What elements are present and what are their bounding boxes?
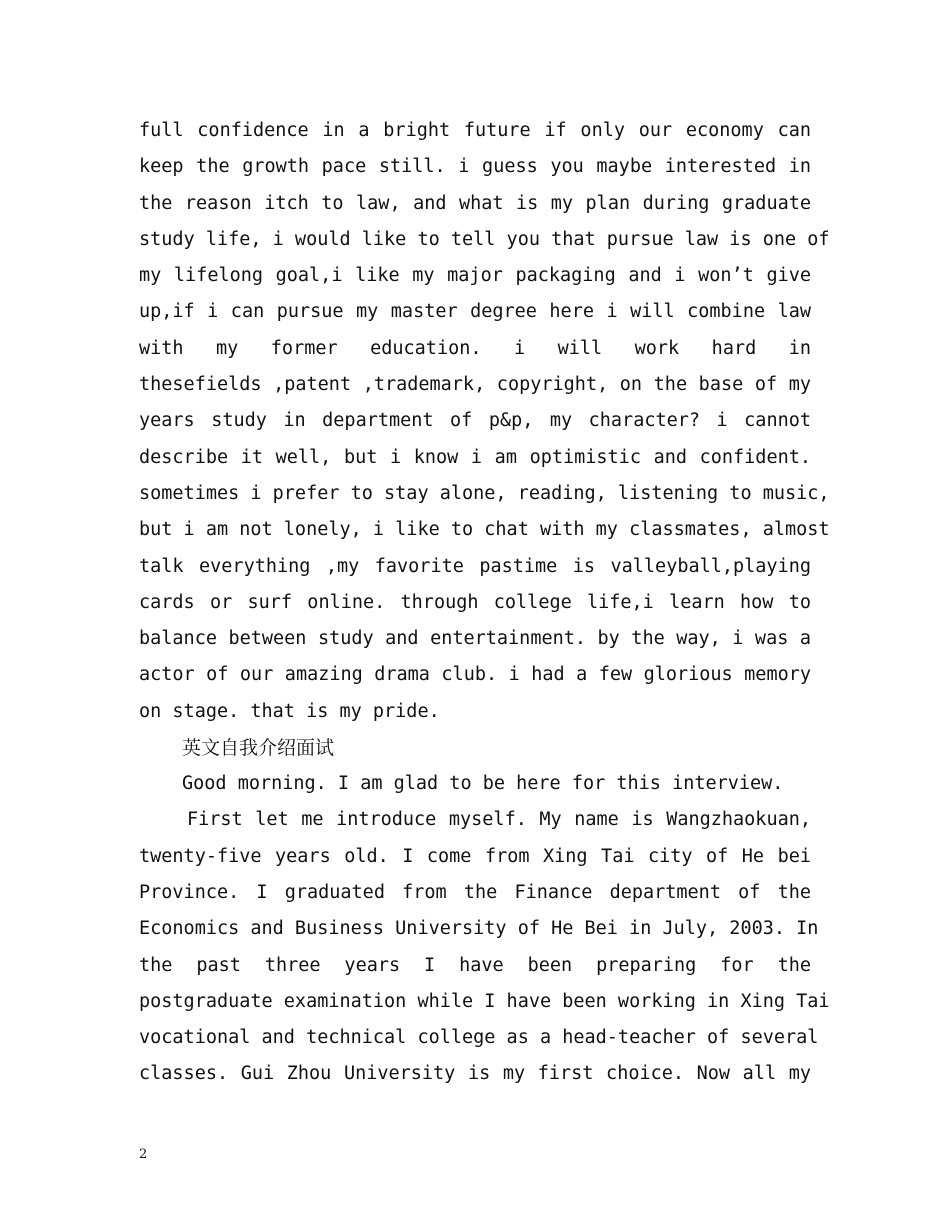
text-line: describe it well, but i know i am optimistic and confident. [139, 446, 811, 468]
text-line: Province. I graduated from the Finance department of the [139, 881, 811, 903]
text-line: talk everything ,my favorite pastime is valleyball,playing [139, 555, 811, 577]
page-number: 2 [139, 1147, 148, 1162]
text-line: sometimes i prefer to stay alone, reading, listening to music, [139, 482, 830, 504]
text-line: postgraduate examination while I have been working in Xing Tai [139, 990, 830, 1012]
text-line: balance between study and entertainment. by the way, i was a [139, 628, 811, 650]
text-line: First let me introduce myself. My name is Wangzhaokuan, [187, 809, 811, 831]
text-line: the past three years I have been preparing for the [139, 954, 811, 976]
text-line: full confidence in a bright future if only our economy can [139, 120, 811, 141]
greeting-line: Good morning. I am glad to be here for this interview. [182, 773, 784, 795]
text-line: thesefields ,patent ,trademark, copyright, on the base of my [139, 374, 811, 396]
text-line: study life, i would like to tell you that pursue law is one of [139, 228, 830, 250]
text-line: cards or surf online. through college life,i learn how to [139, 591, 811, 613]
text-line: on stage. that is my pride. [139, 700, 440, 722]
body-text [139, 113, 830, 1093]
text-line: up,if i can pursue my master degree here i will combine law [139, 301, 811, 323]
text-line: vocational and technical college as a head-teacher of several [139, 1027, 819, 1049]
text-line: my lifelong goal,i like my major packaging and i won’t give [139, 265, 811, 287]
text-line: Economics and Business University of He Bei in July, 2003. In [139, 918, 819, 940]
text-line: the reason itch to law, and what is my plan during graduate [139, 192, 811, 214]
text-line: classes. Gui Zhou University is my first choice. Now all my [139, 1063, 811, 1085]
section-heading: 英文自我介绍面试 [182, 737, 335, 760]
text-line: twenty-five years old. I come from Xing Tai city of He bei [139, 845, 811, 867]
text-line: with my former education. i will work hard in [139, 337, 811, 359]
text-line: keep the growth pace still. i guess you maybe interested in [139, 156, 811, 178]
text-line: but i am not lonely, i like to chat with my classmates, almost [139, 519, 830, 541]
text-line: years study in department of p&p, my character? i cannot [139, 410, 811, 432]
text-line: actor of our amazing drama club. i had a few glorious memory [139, 664, 811, 686]
